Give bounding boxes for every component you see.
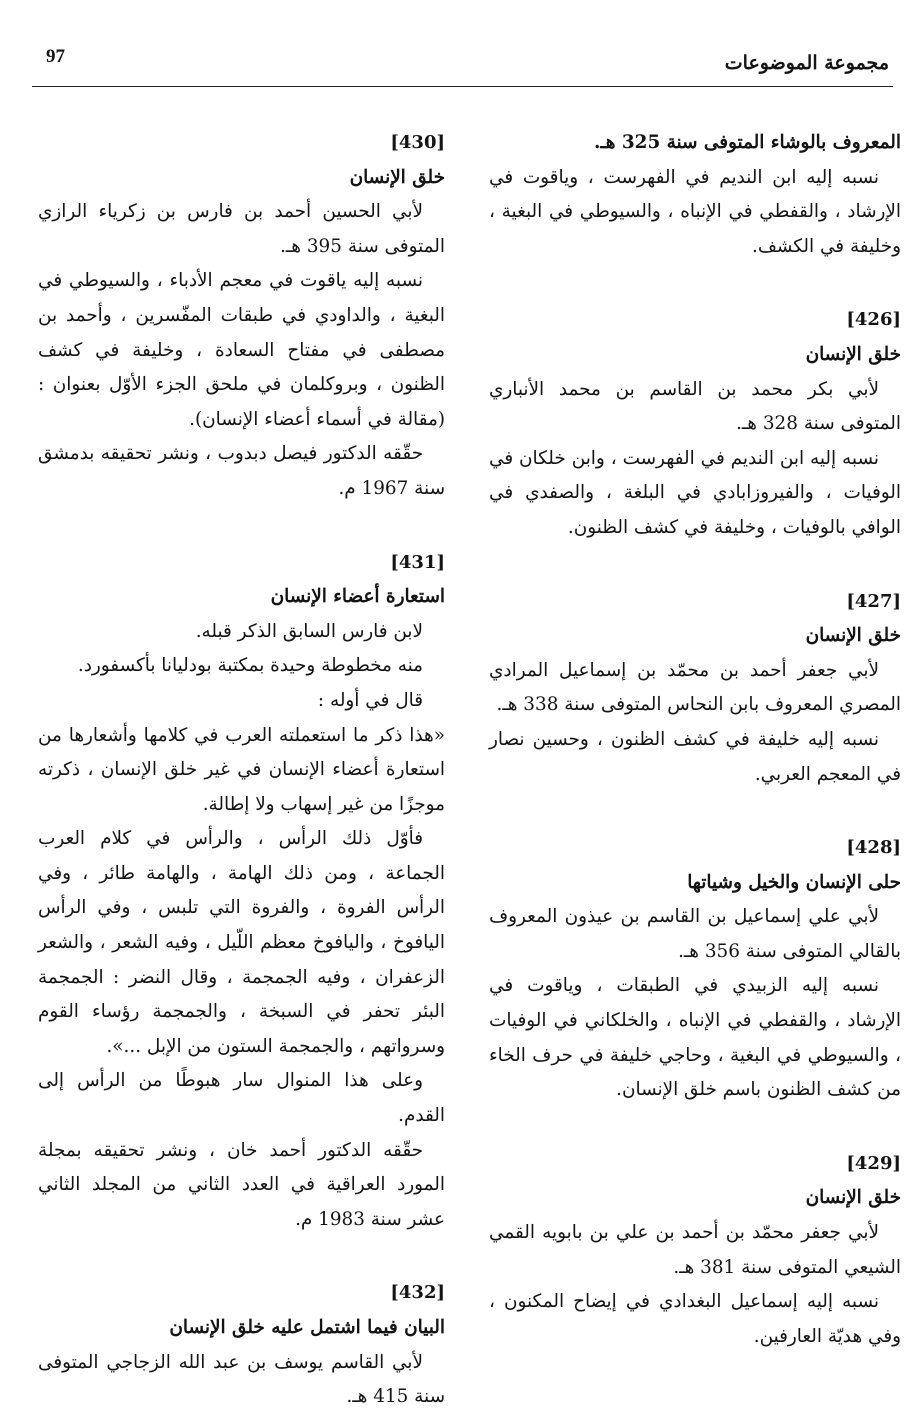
left-column	[38, 126, 445, 1415]
intro-paragraph: نسبه إليه ابن النديم في الفهرست ، وياقوت في الإرشاد ، والقفطي في الإنباه ، والسيوطي في البغية ، وخليفة في الكشف.	[489, 166, 901, 257]
entry-426	[489, 303, 901, 545]
entry-paragraph: حقّقه الدكتور أحمد خان ، ونشر تحقيقه بمجلة المورد العراقية في العدد الثاني من المجلد الثاني عشر سنة 1983 م.	[38, 1139, 445, 1230]
quote-paragraph: «هذا ذكر ما استعملته العرب في كلامها وأشعارها من استعارة أعضاء الإنسان في غير خلق الإنسان ، ذكرته موجزًا من غير إسهاب ولا إطالة.	[38, 724, 445, 815]
entry-paragraph: وعلى هذا المنوال سار هبوطًا من الرأس إلى القدم.	[38, 1070, 445, 1127]
entry-number: [432]	[390, 1282, 445, 1304]
entry-number: [427]	[846, 590, 901, 612]
entry-paragraph: نسبه إليه الزبيدي في الطبقات ، وياقوت في الإرشاد ، والقفطي في الإنباه ، والخلكاني في الوفيات ، والسيوطي في البغية ، وحاجي خليفة في حرف الخاء من كشف الظنون باسم خلق الإنسان.	[489, 975, 901, 1101]
entry-number: [431]	[390, 551, 445, 573]
entry-paragraph: قال في أوله :	[317, 689, 423, 711]
entry-title: خلق الإنسان	[349, 166, 445, 188]
entry-title: البيان فيما اشتمل عليه خلق الإنسان	[169, 1317, 445, 1338]
entry-paragraph: نسبه إليه إسماعيل البغدادي في إيضاح المكنون ، وفي هديّة العارفين.	[489, 1291, 901, 1347]
entry-paragraph: لأبي القاسم يوسف بن عبد الله الزجاجي المتوفى سنة 415 هـ.	[38, 1351, 445, 1408]
running-title: مجموعة الموضوعات	[724, 52, 889, 74]
page-number: 97	[46, 46, 65, 67]
page-header	[32, 40, 893, 87]
entry-paragraph: لأبي علي إسماعيل بن القاسم بن عيذون المعروف بالقالي المتوفى سنة 356 هـ.	[489, 906, 901, 962]
entry-title: خلق الإنسان	[805, 625, 901, 647]
quote-paragraph: فأوّل ذلك الرأس ، والرأس في كلام العرب الجماعة ، ومن ذلك الهامة ، والهامة طائر ، وفي الرأس الفروة ، والفروة التي تلبس ، وفي الرأس اليافوخ ، واليافوخ معظم اللّيل ، وفيه الشعر ، والشعر الزعفران ، وفيه الجمجمة ، وقال النضر : الجمجمة البئر تحفر في السبخة ، والجمجمة رؤساء القوم وسرواتهم ، والجمجمة الستون من الإبل ...».	[38, 828, 445, 1057]
entry-432	[38, 1276, 445, 1414]
entry-title: خلق الإنسان	[805, 343, 901, 365]
entry-paragraph: لأبي الحسين أحمد بن فارس بن زكرياء الرازي المتوفى سنة 395 هـ.	[38, 201, 445, 257]
right-column	[489, 126, 901, 1354]
entry-428	[489, 831, 901, 1108]
entry-paragraph: نسبه إليه ابن النديم في الفهرست ، وابن خلكان في الوفيات ، والفيروزابادي في البلغة ، والصفدي في الوافي بالوفيات ، وخليفة في كشف الظنون.	[489, 447, 901, 538]
entry-title: استعارة أعضاء الإنسان	[270, 586, 445, 608]
entry-number: [428]	[846, 837, 901, 859]
entry-paragraph: لأبي بكر محمد بن القاسم بن محمد الأنباري المتوفى سنة 328 هـ.	[489, 378, 901, 435]
entry-paragraph: نسبه إليه ياقوت في معجم الأدباء ، والسيوطي في البغية ، والداودي في طبقات المفّسرين ، وأحمد بن مصطفى في مفتاح السعادة ، وخليفة في كشف الظنون ، وبروكلمان في ملحق الجزء الأوّل بعنوان : (مقالة في أسماء أعضاء الإنسان).	[38, 270, 445, 430]
entry-431	[38, 546, 445, 1238]
entry-number: [429]	[846, 1152, 901, 1174]
entry-paragraph: لأبي جعفر أحمد بن محمّد بن إسماعيل المرادي المصري المعروف بابن النحاس المتوفى سنة 338 هـ.	[489, 659, 901, 716]
entry-427	[489, 585, 901, 793]
entry-paragraph: منه مخطوطة وحيدة بمكتبة بودليانا بأكسفورد.	[77, 655, 423, 677]
entry-paragraph: نسبه إليه خليفة في كشف الظنون ، وحسين نصار في المعجم العربي.	[489, 728, 901, 785]
entry-number: [426]	[846, 309, 901, 331]
entry-number: [430]	[390, 132, 445, 153]
entry-paragraph: لأبي جعفر محمّد بن أحمد بن علي بن بابويه القمي الشيعي المتوفى سنة 381 هـ.	[489, 1222, 901, 1278]
intro-line: المعروف بالوشاء المتوفى سنة 325 هـ.	[593, 132, 901, 153]
entry-paragraph: لابن فارس السابق الذكر قبله.	[195, 620, 423, 642]
entry-430	[38, 126, 445, 507]
entry-paragraph: حقّقه الدكتور فيصل دبدوب ، ونشر تحقيقه بدمشق سنة 1967 م.	[38, 443, 445, 499]
entry-title: حلى الإنسان والخيل وشياتها	[687, 871, 901, 893]
entry-429	[489, 1147, 901, 1355]
entry-title: خلق الإنسان	[805, 1187, 901, 1209]
